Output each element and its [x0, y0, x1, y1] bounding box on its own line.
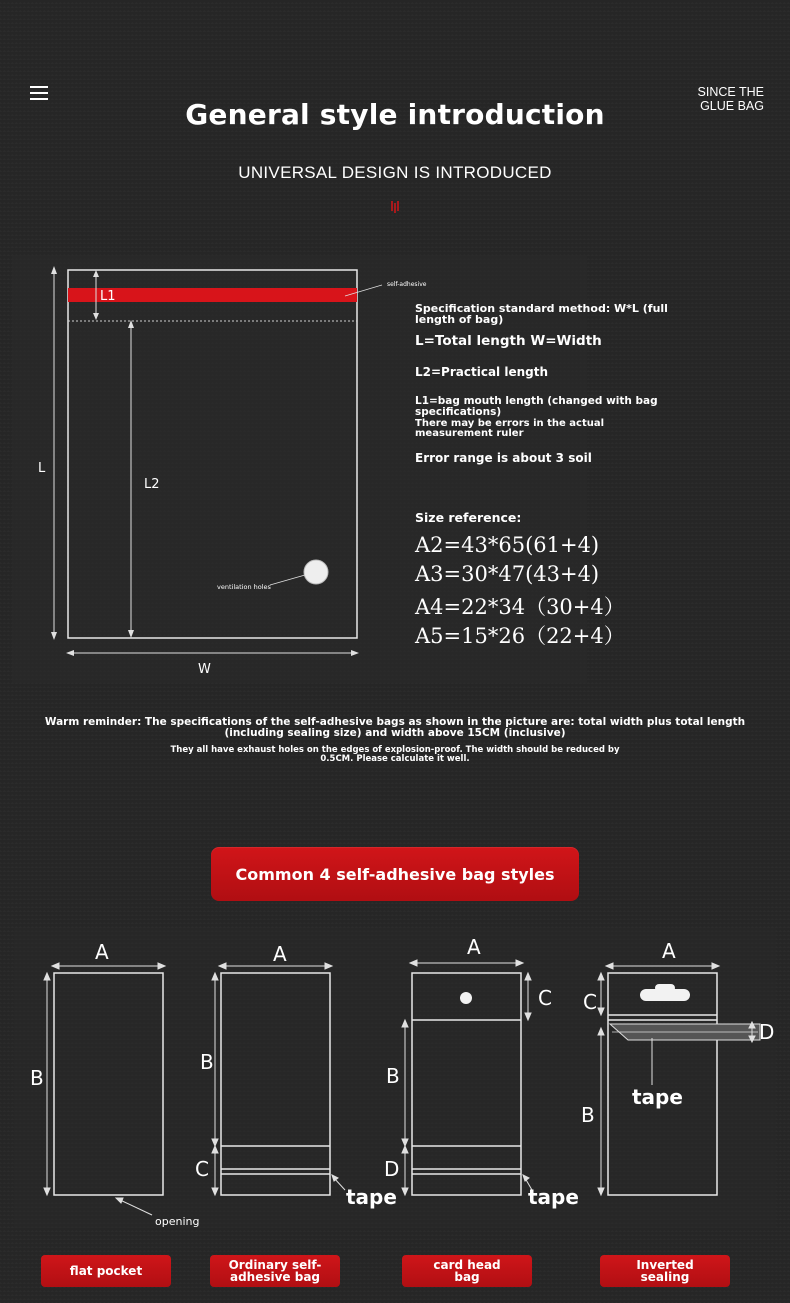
- opening-label: opening: [155, 1215, 200, 1228]
- dim-label-C: C: [538, 986, 552, 1010]
- dim-label-D: D: [384, 1157, 400, 1181]
- warm-reminder-sub: They all have exhaust holes on the edges of explosion-proof. The width should be reduced by 0.5CM. Please calculate it well.: [170, 745, 620, 764]
- style-label-card-head-text: card head bag: [433, 1258, 501, 1284]
- page-title: General style introduction: [185, 98, 605, 131]
- spec-practical: L2=Practical length: [415, 365, 548, 379]
- since-label: SINCE THE GLUE BAG: [697, 85, 764, 113]
- self-adhesive-label: self-adhesive: [387, 281, 427, 288]
- dim-label-D: D: [759, 1020, 775, 1044]
- style-label-inverted-text: Inverted sealing: [636, 1258, 694, 1284]
- dim-label-A: A: [95, 940, 109, 964]
- dim-label-B: B: [30, 1066, 44, 1090]
- diagram-label-L: L: [38, 461, 46, 476]
- size-item: A2=43*65(61+4): [415, 533, 600, 557]
- bag-styles-diagram: [0, 925, 790, 1245]
- style-label-flat-pocket[interactable]: flat pocket: [41, 1255, 171, 1287]
- dim-label-B: B: [200, 1050, 214, 1074]
- dim-label-C: C: [195, 1157, 209, 1181]
- warm-reminder: Warm reminder: The specifications of the self-adhesive bags as shown in the picture are: total width plus total length (including sealing size) and width above 15CM (inclusive): [44, 716, 746, 739]
- size-item: A5=15*26（22+4）: [415, 624, 625, 648]
- diagram-label-L2: L2: [144, 477, 160, 492]
- tape-label: tape: [528, 1185, 579, 1209]
- tape-label: tape: [346, 1185, 397, 1209]
- diagram-label-W: W: [198, 662, 211, 677]
- spec-total: L=Total length W=Width: [415, 333, 602, 349]
- dim-label-B: B: [386, 1064, 400, 1088]
- tape-label: tape: [632, 1085, 683, 1109]
- dim-label-A: A: [662, 939, 676, 963]
- ventilation-label: ventilation holes: [217, 583, 271, 591]
- size-reference-heading: Size reference:: [415, 510, 522, 525]
- page-subtitle: UNIVERSAL DESIGN IS INTRODUCED: [238, 163, 552, 182]
- dim-label-A: A: [273, 942, 287, 966]
- bag-styles-button[interactable]: Common 4 self-adhesive bag styles: [211, 847, 579, 901]
- dim-label-A: A: [467, 935, 481, 959]
- dim-label-C: C: [583, 990, 597, 1014]
- spec-range: Error range is about 3 soil: [415, 451, 592, 465]
- style-label-ordinary[interactable]: Ordinary self-adhesive bag: [210, 1255, 340, 1287]
- decorative-red-mark-icon: [390, 200, 400, 214]
- dim-label-B: B: [581, 1103, 595, 1127]
- spec-method: Specification standard method: W*L (full length of bag): [415, 302, 668, 326]
- spec-mouth: L1=bag mouth length (changed with bag specifications): [415, 395, 658, 418]
- size-item: A3=30*47(43+4): [415, 562, 600, 586]
- spec-errors: There may be errors in the actual measurement ruler: [415, 418, 605, 439]
- style-label-card-head[interactable]: [402, 1255, 532, 1287]
- style-label-inverted[interactable]: [600, 1255, 730, 1287]
- diagram-label-L1: L1: [100, 289, 116, 304]
- size-item: A4=22*34（30+4）: [415, 595, 625, 619]
